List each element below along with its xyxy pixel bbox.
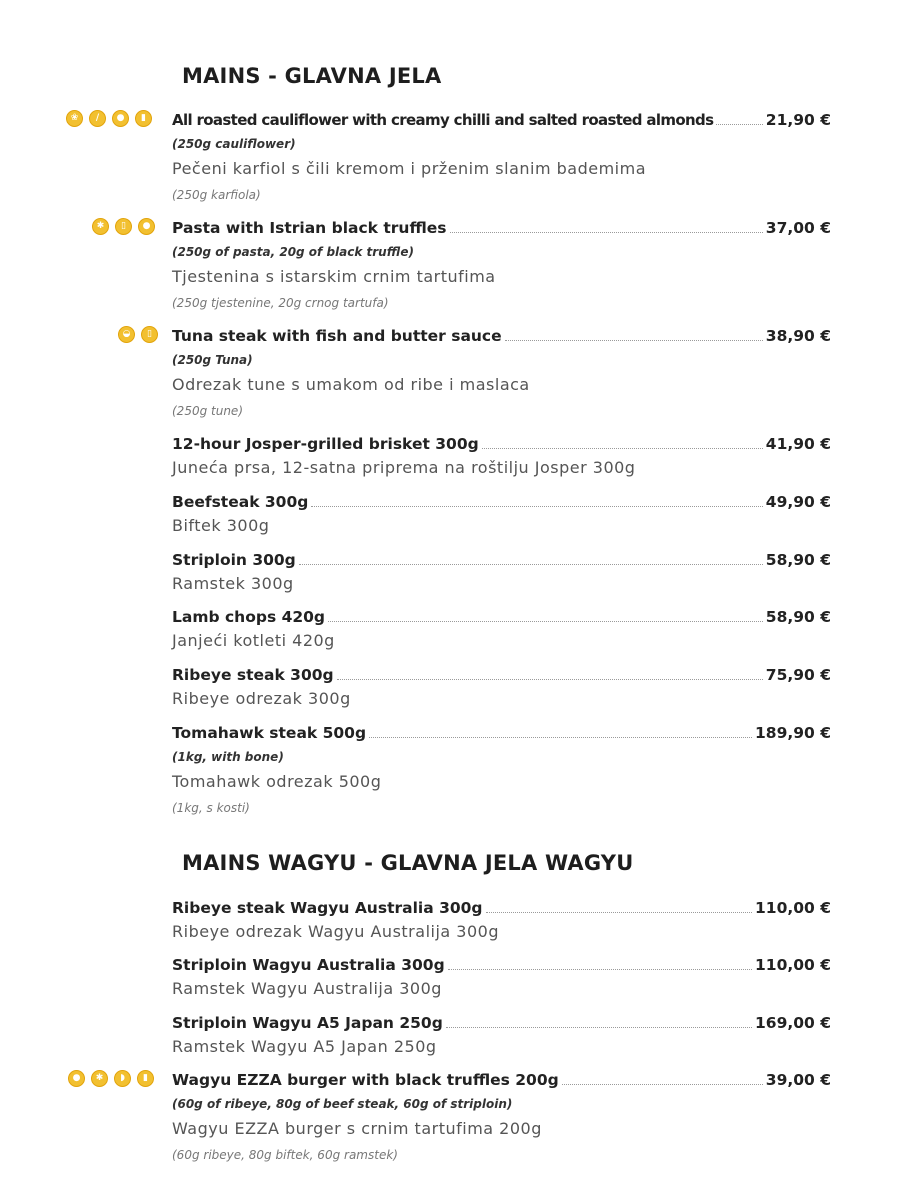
item-name: Ribeye steak 300g [172,666,334,684]
item-name-hr: Tjestenina s istarskim crnim tartufima [172,267,496,286]
section-title-mains: MAINS - GLAVNA JELA [182,64,442,88]
item-header [172,721,831,743]
item-price: 110,00 € [755,956,831,974]
item-name: Lamb chops 420g [172,608,326,626]
dot-leader [446,1027,752,1028]
item-name-hr: Ribeye odrezak Wagyu Australija 300g [172,922,499,941]
dot-leader [505,340,763,341]
item-name-hr: Ramstek 300g [172,574,294,593]
item-price: 37,00 € [765,219,831,237]
item-name-hr: Wagyu EZZA burger s crnim tartufima 200g [172,1119,542,1138]
dot-leader [450,232,763,233]
item-name-hr: Ramstek Wagyu Australija 300g [172,979,442,998]
item-name-hr: Ribeye odrezak 300g [172,689,351,708]
item-price: 49,90 € [765,493,831,511]
item-price: 58,90 € [765,608,831,626]
item-price: 169,00 € [755,1014,831,1032]
bottle-icon: ▮ [137,1070,154,1087]
item-header [172,953,831,975]
item-name-hr: Pečeni karfiol s čili kremom i prženim slanim bademima [172,159,647,178]
item-note-en: (60g of ribeye, 80g of beef steak, 60g of striploin) [172,1097,513,1111]
milk-icon: ▯ [115,218,132,235]
item-note-en: (250g Tuna) [172,353,253,367]
item-header [172,548,831,570]
item-note-en: (1kg, with bone) [172,750,284,764]
item-header [172,216,831,238]
item-name: Tuna steak with fish and butter sauce [172,327,502,345]
item-name: 12-hour Josper-grilled brisket 300g [172,435,479,453]
item-note-hr: (60g ribeye, 80g biftek, 60g ramstek) [172,1148,398,1162]
dot-leader [328,621,763,622]
almond-icon: ● [112,110,129,127]
wheat-icon: ✱ [92,218,109,235]
fish-icon: ◒ [118,326,135,343]
item-header [172,605,831,627]
dot-leader [448,969,752,970]
bottle-icon: ▮ [135,110,152,127]
dot-leader [486,912,752,913]
item-header [172,663,831,685]
allergen-icons [118,326,158,346]
item-price: 38,90 € [765,327,831,345]
item-header [172,896,831,918]
item-header [172,1011,831,1033]
item-price: 41,90 € [765,435,831,453]
item-header [172,108,831,130]
allergen-icons [66,110,152,130]
dot-leader [369,737,752,738]
cauliflower-icon: ❀ [66,110,83,127]
allergen-icons [92,218,155,238]
wheat-icon: ✱ [91,1070,108,1087]
item-name: Beefsteak 300g [172,493,309,511]
item-note-en: (250g cauliflower) [172,137,296,151]
item-name-hr: Ramstek Wagyu A5 Japan 250g [172,1037,437,1056]
item-name: All roasted cauliflower with creamy chilli and salted roasted almonds [172,111,714,129]
item-note-hr: (250g tune) [172,404,243,418]
nut-icon: ● [68,1070,85,1087]
egg-icon: ◗ [114,1070,131,1087]
dot-leader [562,1084,763,1085]
item-name-hr: Biftek 300g [172,516,270,535]
item-name: Wagyu EZZA burger with black truffles 200g [172,1071,559,1089]
item-price: 110,00 € [755,899,831,917]
item-name: Pasta with Istrian black truffles [172,219,447,237]
item-price: 189,90 € [755,724,831,742]
item-price: 75,90 € [765,666,831,684]
item-name: Ribeye steak Wagyu Australia 300g [172,899,483,917]
dot-leader [716,124,762,125]
item-name: Striploin 300g [172,551,296,569]
item-name-hr: Tomahawk odrezak 500g [172,772,382,791]
chilli-icon: ∕ [89,110,106,127]
allergen-icons [68,1070,154,1090]
item-name-hr: Odrezak tune s umakom od ribe i maslaca [172,375,530,394]
section-title-mains-wagyu: MAINS WAGYU - GLAVNA JELA WAGYU [182,851,634,875]
item-header [172,432,831,454]
item-price: 58,90 € [765,551,831,569]
item-header [172,1068,831,1090]
nut-icon: ● [138,218,155,235]
item-name: Tomahawk steak 500g [172,724,367,742]
item-price: 39,00 € [765,1071,831,1089]
item-note-hr: (1kg, s kosti) [172,801,250,815]
item-name-hr: Juneća prsa, 12-satna priprema na roštilju Josper 300g [172,458,636,477]
dot-leader [299,564,763,565]
item-name: Striploin Wagyu A5 Japan 250g [172,1014,443,1032]
dot-leader [311,506,762,507]
dot-leader [337,679,763,680]
item-note-hr: (250g tjestenine, 20g crnog tartufa) [172,296,389,310]
item-price: 21,90 € [765,111,831,129]
item-name-hr: Janjeći kotleti 420g [172,631,335,650]
item-note-en: (250g of pasta, 20g of black truffle) [172,245,415,259]
milk-icon: ▯ [141,326,158,343]
dot-leader [482,448,763,449]
item-header [172,324,831,346]
item-header [172,490,831,512]
item-name: Striploin Wagyu Australia 300g [172,956,445,974]
item-note-hr: (250g karfiola) [172,188,261,202]
